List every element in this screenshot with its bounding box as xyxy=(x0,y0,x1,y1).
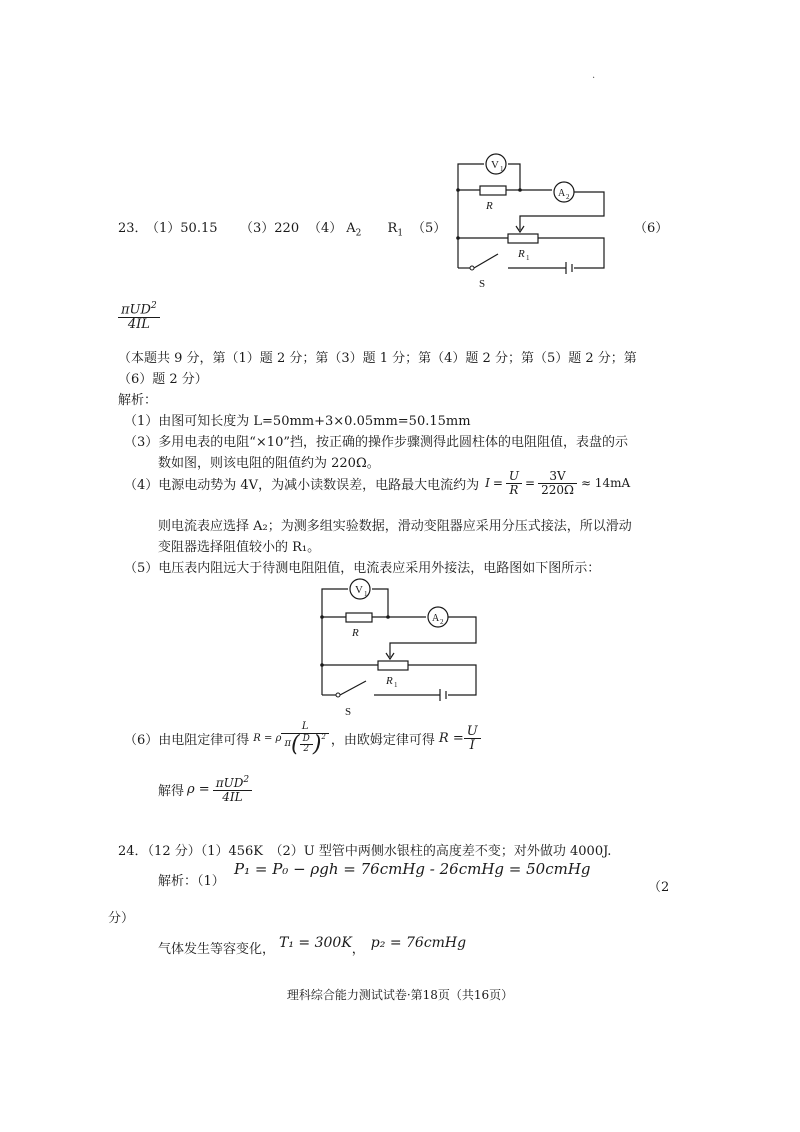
q23-answer-6: （6） xyxy=(634,221,669,236)
q23-p6-paren-close: ) xyxy=(312,731,322,757)
q23-formula-sup: 2 xyxy=(150,301,157,311)
page-footer: 理科综合能力测试试卷·第18页（共16页） xyxy=(286,988,514,1002)
resistor-r-symbol xyxy=(480,186,506,195)
q23-p6-R2: R = xyxy=(438,731,464,747)
q23-p6-mid: ，由欧姆定律可得 xyxy=(330,733,435,749)
q23-p4-eq2: = xyxy=(525,476,536,491)
q23-answer-4-label: （4） xyxy=(308,221,343,236)
circuit-diagram-middle xyxy=(312,575,492,720)
q23-p6-I: I xyxy=(469,738,475,754)
q23-p6-paren-open: ( xyxy=(291,731,300,757)
q23-p4-3V: 3V xyxy=(538,470,577,484)
q23-p4-U: U xyxy=(506,470,522,484)
q23-p6-D: D xyxy=(300,735,313,745)
q23-answer-4-resistor: R xyxy=(387,221,398,236)
rheostat-symbol-2 xyxy=(378,661,408,670)
q23-answer-5: （5） xyxy=(412,221,447,236)
q23-solve-rho: ρ = xyxy=(187,782,210,798)
q23-p6-pi: π xyxy=(284,738,292,750)
q23-p6-U: U xyxy=(464,725,481,740)
q23-p3-line1: （3）多用电表的电阻“×10”挡，按正确的操作步骤测得此圆柱体的电阻阻值，表盘的示 xyxy=(124,435,628,450)
q24-p2: p₂ = 76cmHg xyxy=(370,934,467,951)
circuit1-voltmeter-label: V xyxy=(491,159,499,171)
q23-p6-prefix: （6）由电阻定律可得 xyxy=(124,733,250,749)
q24-line3-prefix: 气体发生等容变化， xyxy=(158,942,276,957)
circuit-diagram-top xyxy=(448,150,618,290)
q23-p3-line2: 数如图，则该电阻的阻值约为 220Ω。 xyxy=(158,456,380,471)
q23-p6-line xyxy=(124,722,481,756)
q23-answer-6-formula xyxy=(118,302,160,332)
q23-p5: （5）电压表内阻远大于待测电阻阻值，电流表应采用外接法，电路图如下图所示： xyxy=(124,561,601,576)
q23-analysis-label: 解析： xyxy=(118,393,158,408)
q24-analysis-label: 解析：（1） xyxy=(158,874,225,889)
circuit1-resistor-label: R xyxy=(486,200,493,212)
q24-score-b: 分） xyxy=(108,911,135,926)
q23-p4-R: R xyxy=(509,482,519,497)
q23-score-line-2: （6）题 2 分） xyxy=(118,372,208,387)
circuit1-ammeter-sub: 2 xyxy=(566,193,570,201)
circuit2-resistor-label: R xyxy=(352,627,359,639)
q23-formula-num: πUD xyxy=(121,302,151,318)
q23-score-line-1: （本题共 9 分，第（1）题 2 分；第（3）题 1 分；第（4）题 2 分；第（5）题 2 分；第 xyxy=(118,351,637,366)
q23-number: 23． xyxy=(118,221,148,236)
circuit1-rheostat-sub: 1 xyxy=(526,254,530,262)
q23-answer-3: （3）220 xyxy=(240,221,300,236)
circuit2-voltmeter-label: V xyxy=(355,584,363,596)
q24-line3 xyxy=(158,928,466,957)
q23-solve-line xyxy=(158,776,252,803)
q23-formula-den: 4IL xyxy=(127,316,150,332)
q24-sep: ， xyxy=(351,942,365,957)
q23-p1: （1）由图可知长度为 L=50mm+3×0.05mm=50.15mm xyxy=(124,414,471,429)
circuit2-switch-label: S xyxy=(345,706,352,718)
q23-p4-line3: 变阻器选择阻值较小的 R₁。 xyxy=(158,540,321,555)
q23-p4-line2: 则电流表应选择 A₂；为测多组实验数据，滑动变阻器应采用分压式接法，所以滑动 xyxy=(158,519,632,534)
q23-solve-sup: 2 xyxy=(243,775,250,785)
q23-solve-prefix: 解得 xyxy=(158,784,185,800)
circuit1-voltmeter-sub: 1 xyxy=(500,165,504,173)
circuit2-rheostat-label: R xyxy=(386,675,393,687)
q23-answer-4 xyxy=(308,217,403,239)
resistor-r-symbol-2 xyxy=(346,613,372,622)
q23-solve-num: πUD xyxy=(215,776,244,790)
q24-equation-1: P₁ = P₀ − ρgh = 76cmHg - 26cmHg = 50cmHg xyxy=(234,860,591,878)
q23-p4-I: I xyxy=(485,476,490,491)
q23-answer-1: （1）50.15 xyxy=(146,221,218,236)
circuit2-ammeter-sub: 2 xyxy=(440,618,444,626)
q23-p6-R-eq: R = ρ xyxy=(253,733,282,745)
q23-solve-den: 4IL xyxy=(222,789,243,804)
q23-p4-result: ≈ 14mA xyxy=(580,476,631,491)
q23-p6-L: L xyxy=(281,722,328,734)
q23-p4-line1 xyxy=(124,470,630,496)
circuit2-voltmeter-sub: 1 xyxy=(364,590,368,598)
rheostat-symbol xyxy=(508,234,538,243)
corner-mark: . xyxy=(592,70,596,81)
q23-p6-2: 2 xyxy=(303,744,310,754)
circuit2-rheostat-sub: 1 xyxy=(394,681,398,689)
q23-answer-4-ammeter: A xyxy=(346,221,356,236)
q23-p4-prefix: （4）电源电动势为 4V，为减小读数误差，电路最大电流约为 xyxy=(124,477,480,493)
q23-answer-4-ammeter-sub: 2 xyxy=(355,228,362,239)
circuit1-switch-label: S xyxy=(479,278,486,290)
q23-p4-eq1: = xyxy=(492,476,503,491)
q24-score-a: （2 xyxy=(648,880,670,895)
q23-p6-square: 2 xyxy=(321,732,326,741)
q23-p4-220: 220Ω xyxy=(541,482,574,497)
q24-line1: 24．（12 分）（1）456K （2）U 型管中两侧水银柱的高度差不变；对外做功 4000J. xyxy=(118,844,612,859)
circuit1-rheostat-label: R xyxy=(518,248,525,260)
q24-t1: T₁ = 300K xyxy=(279,934,352,951)
circuit2-ammeter-label: A xyxy=(432,613,440,624)
q23-answer-4-resistor-sub: 1 xyxy=(397,228,404,239)
circuit1-ammeter-label: A xyxy=(558,188,566,199)
